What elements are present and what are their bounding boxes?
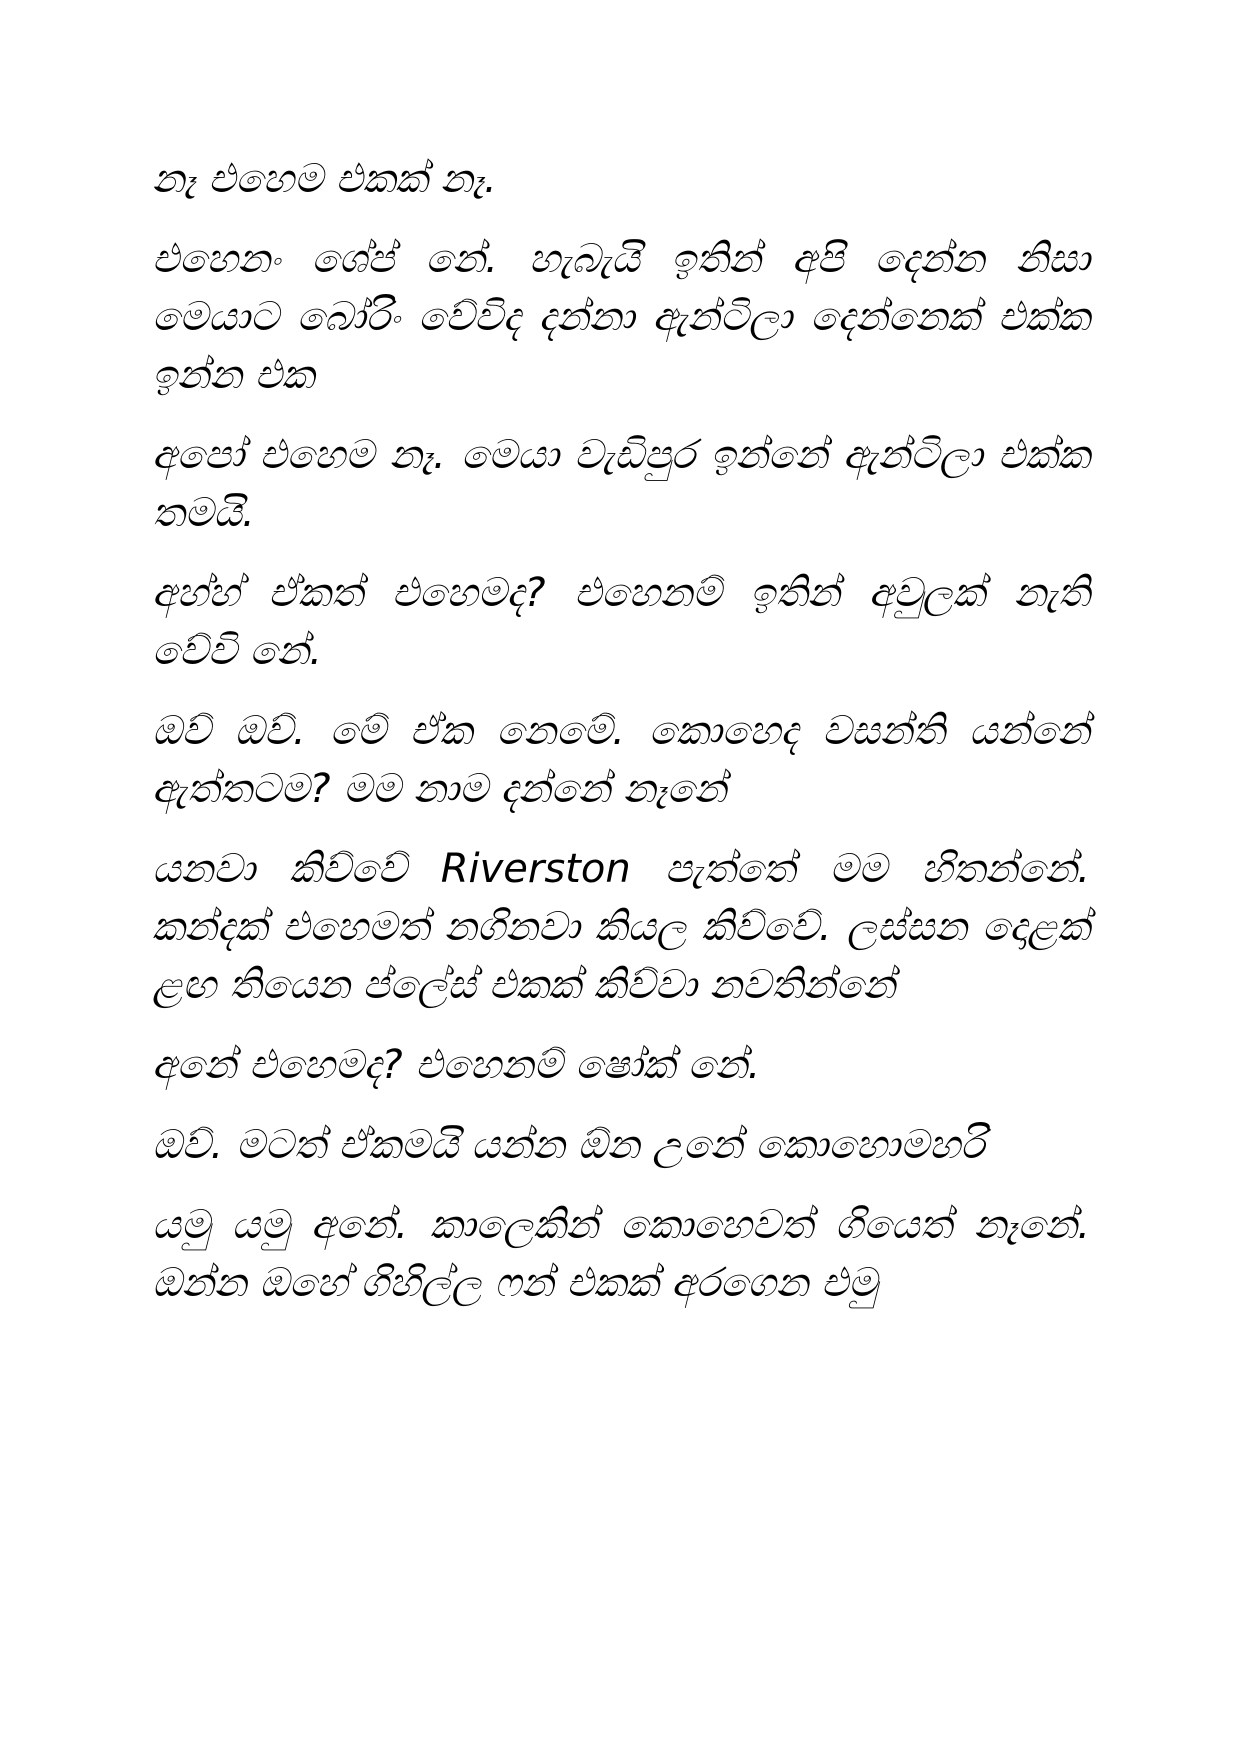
paragraph-3: අපෝ එහෙම නෑ. මෙයා වැඩිපුර ඉන්නේ ඇන්ටිලා එක්ක තමයි. bbox=[152, 432, 1090, 536]
paragraph-5: ඔව් ඔව්. මේ ඒක නෙමේ. කොහෙද වසන්ති යන්නේ ඇත්තටම? මම නාම දන්නේ නෑනේ bbox=[152, 708, 1090, 812]
paragraph-9: යමු යමු අනේ. කාලෙකින් කොහෙවත් ගියෙත් නෑනේ. ඔන්න ඔහේ ගිහිල්ල ෆන් එකක් අරගෙන එමු bbox=[152, 1202, 1090, 1306]
document-body bbox=[152, 150, 1090, 1334]
paragraph-7: අනේ එහෙමද? එහෙනම් ෂෝක් නේ. bbox=[152, 1042, 761, 1088]
paragraph-6: යනවා කිව්වේ Riverston පැත්තේ මම හිතන්නේ. කන්දක් එහෙමත් නගිනවා කියල කිව්වේ. ලස්සන දොළක් ළඟ තියෙන ප්ලේස් එකක් කිව්වා නවතින්නේ bbox=[152, 846, 1090, 1008]
paragraph-2: එහෙනං ශේප් නේ. හැබැයි ඉතින් අපි දෙන්න නිසා මෙයාට බෝරිං වේවිද දන්නා ඇන්ටිලා දෙන්නෙක් එක්ක ඉන්න එක bbox=[152, 236, 1090, 398]
paragraph-4: අහ්හ් ඒකත් එහෙමද? එහෙනම් ඉතින් අවුලක් නැති වේවි නේ. bbox=[152, 570, 1090, 674]
paragraph-1: නෑ එහෙම එකක් නෑ. bbox=[152, 156, 497, 202]
paragraph-8: ඔව්. මටත් ඒකමයි යන්න ඕන උනේ කොහොමහරි bbox=[152, 1122, 985, 1168]
